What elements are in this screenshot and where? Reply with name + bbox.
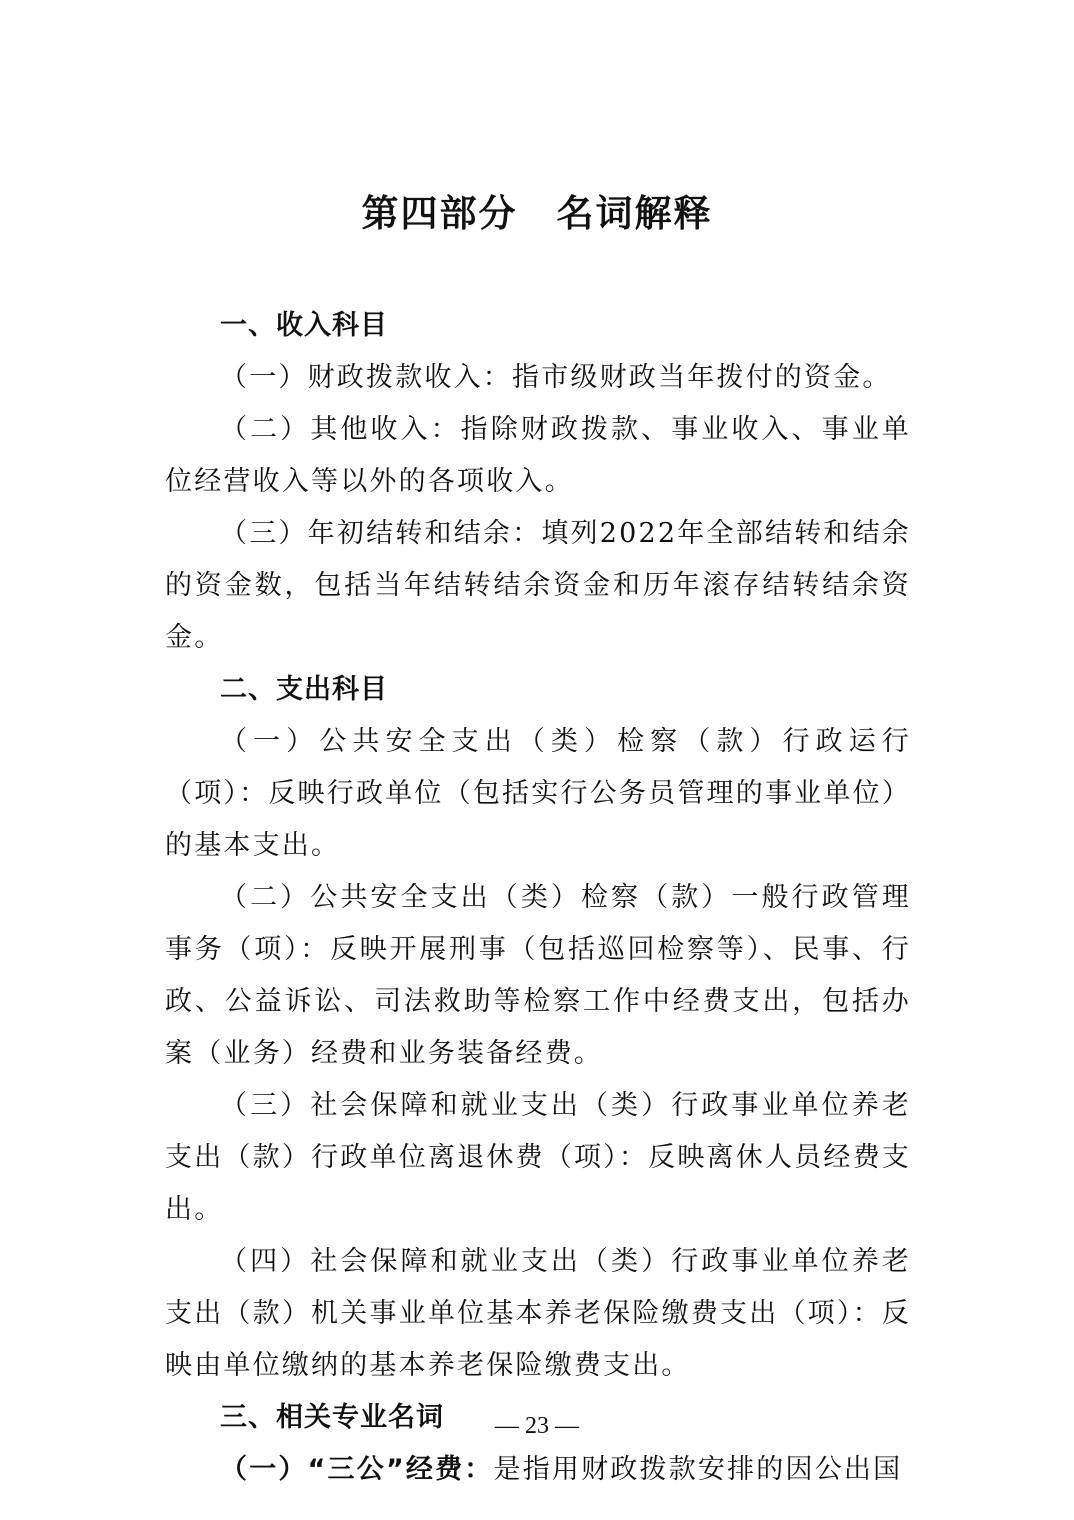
paragraph-expense-1: （一）公共安全支出（类）检察（款）行政运行（项）：反映行政单位（包括实行公务员管理的事业单位）的基本支出。 bbox=[165, 726, 911, 861]
paragraph-income-3: （三）年初结转和结余：填列2022年全部结转和结余的资金数，包括当年结转结余资金和历年滚存结转结余资金。 bbox=[165, 518, 911, 653]
paragraph-income-2: （二）其他收入：指除财政拨款、事业收入、事业单位经营收入等以外的各项收入。 bbox=[165, 414, 911, 497]
paragraph-terms-1 bbox=[165, 1444, 911, 1496]
section-heading-expense: 二、支出科目 bbox=[220, 674, 388, 705]
term-lead-three-public: （一）“三公”经费： bbox=[220, 1454, 494, 1485]
page-number: — 23 — bbox=[495, 1413, 579, 1439]
paragraph-expense-3: （三）社会保障和就业支出（类）行政事业单位养老支出（款）行政单位离退休费（项）：反映离休人员经费支出。 bbox=[165, 1090, 911, 1225]
paragraph-expense-4: （四）社会保障和就业支出（类）行政事业单位养老支出（款）机关事业单位基本养老保险缴费支出（项）：反映由单位缴纳的基本养老保险缴费支出。 bbox=[165, 1246, 911, 1381]
term-text-three-public: 是指用财政拨款安排的因公出国 bbox=[493, 1454, 903, 1485]
document-body bbox=[165, 300, 911, 1496]
paragraph-income-1: （一）财政拨款收入：指市级财政当年拨付的资金。 bbox=[220, 362, 892, 393]
section-heading-terms: 三、相关专业名词 bbox=[220, 1402, 444, 1433]
page-title: 第四部分 名词解释 bbox=[361, 192, 713, 235]
section-heading-income: 一、收入科目 bbox=[220, 310, 388, 341]
paragraph-expense-2: （二）公共安全支出（类）检察（款）一般行政管理事务（项）：反映开展刑事（包括巡回检察等）、民事、行政、公益诉讼、司法救助等检察工作中经费支出，包括办案（业务）经费和业务装备经费。 bbox=[165, 882, 911, 1069]
